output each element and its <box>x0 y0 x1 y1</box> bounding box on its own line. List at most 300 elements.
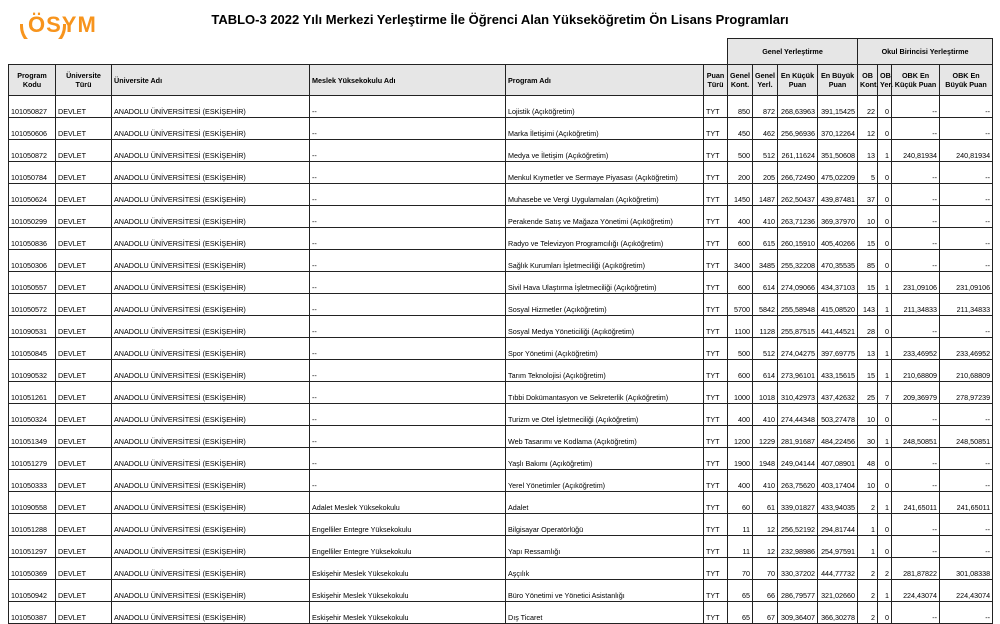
cell-ob-quota: 2 <box>858 492 878 514</box>
cell-ob-placed: 0 <box>878 250 892 272</box>
cell-vocational-school-name: -- <box>310 360 506 382</box>
cell-program-name: Büro Yönetimi ve Yönetici Asistanlığı <box>506 580 704 602</box>
cell-general-quota: 500 <box>728 338 753 360</box>
cell-university-type: DEVLET <box>56 338 112 360</box>
cell-vocational-school-name: -- <box>310 316 506 338</box>
cell-program-name: Dış Ticaret <box>506 602 704 624</box>
cell-score-type: TYT <box>704 250 728 272</box>
cell-program-code: 101051288 <box>9 514 56 536</box>
cell-max-score: 444,77732 <box>818 558 858 580</box>
cell-ob-quota: 48 <box>858 448 878 470</box>
cell-max-score: 391,15425 <box>818 96 858 118</box>
table-row <box>9 536 993 558</box>
cell-program-name: Lojistik (Açıköğretim) <box>506 96 704 118</box>
cell-max-score: 439,87481 <box>818 184 858 206</box>
cell-university-type: DEVLET <box>56 580 112 602</box>
cell-university-name: ANADOLU ÜNİVERSİTESİ (ESKİŞEHİR) <box>112 382 310 404</box>
cell-university-type: DEVLET <box>56 514 112 536</box>
table-row <box>9 294 993 316</box>
table-row <box>9 316 993 338</box>
cell-obk-max-score: 240,81934 <box>940 140 993 162</box>
cell-university-type: DEVLET <box>56 404 112 426</box>
cell-ob-quota: 1 <box>858 514 878 536</box>
cell-program-name: Sosyal Medya Yöneticiliği (Açıköğretim) <box>506 316 704 338</box>
cell-max-score: 415,08520 <box>818 294 858 316</box>
cell-program-code: 101051261 <box>9 382 56 404</box>
cell-ob-placed: 1 <box>878 580 892 602</box>
cell-university-type: DEVLET <box>56 382 112 404</box>
cell-general-quota: 450 <box>728 118 753 140</box>
cell-min-score: 281,91687 <box>778 426 818 448</box>
cell-general-quota: 5700 <box>728 294 753 316</box>
cell-university-name: ANADOLU ÜNİVERSİTESİ (ESKİŞEHİR) <box>112 140 310 162</box>
cell-vocational-school-name: -- <box>310 470 506 492</box>
cell-score-type: TYT <box>704 96 728 118</box>
cell-score-type: TYT <box>704 316 728 338</box>
cell-university-type: DEVLET <box>56 140 112 162</box>
cell-vocational-school-name: Engelliler Entegre Yüksekokulu <box>310 536 506 558</box>
cell-ob-placed: 0 <box>878 96 892 118</box>
cell-score-type: TYT <box>704 602 728 624</box>
cell-min-score: 256,52192 <box>778 514 818 536</box>
cell-general-placed: 1128 <box>753 316 778 338</box>
cell-max-score: 370,12264 <box>818 118 858 140</box>
cell-ob-quota: 22 <box>858 96 878 118</box>
cell-general-quota: 400 <box>728 206 753 228</box>
cell-program-code: 101050624 <box>9 184 56 206</box>
cell-ob-quota: 2 <box>858 580 878 602</box>
table-row <box>9 514 993 536</box>
cell-obk-min-score: 241,65011 <box>892 492 940 514</box>
cell-program-name: Spor Yönetimi (Açıköğretim) <box>506 338 704 360</box>
table-row <box>9 404 993 426</box>
cell-min-score: 255,87515 <box>778 316 818 338</box>
cell-university-type: DEVLET <box>56 470 112 492</box>
cell-obk-min-score: -- <box>892 470 940 492</box>
cell-score-type: TYT <box>704 426 728 448</box>
cell-score-type: TYT <box>704 448 728 470</box>
column-header-min-score: En Küçük Puan <box>778 65 818 96</box>
cell-general-placed: 614 <box>753 360 778 382</box>
column-header-university-type: Üniversite Türü <box>56 65 112 96</box>
cell-vocational-school-name: -- <box>310 382 506 404</box>
cell-ob-placed: 0 <box>878 206 892 228</box>
cell-general-quota: 11 <box>728 514 753 536</box>
cell-university-name: ANADOLU ÜNİVERSİTESİ (ESKİŞEHİR) <box>112 426 310 448</box>
column-header-general-quota: Genel Kont. <box>728 65 753 96</box>
cell-general-quota: 600 <box>728 228 753 250</box>
cell-ob-quota: 12 <box>858 118 878 140</box>
cell-university-name: ANADOLU ÜNİVERSİTESİ (ESKİŞEHİR) <box>112 536 310 558</box>
cell-obk-max-score: 233,46952 <box>940 338 993 360</box>
cell-program-name: Bilgisayar Operatörlüğü <box>506 514 704 536</box>
cell-min-score: 330,37202 <box>778 558 818 580</box>
cell-ob-placed: 2 <box>878 558 892 580</box>
cell-max-score: 441,44521 <box>818 316 858 338</box>
cell-vocational-school-name: Engelliler Entegre Yüksekokulu <box>310 514 506 536</box>
cell-obk-min-score: -- <box>892 404 940 426</box>
cell-obk-max-score: -- <box>940 206 993 228</box>
cell-obk-max-score: 224,43074 <box>940 580 993 602</box>
cell-max-score: 434,37103 <box>818 272 858 294</box>
cell-program-code: 101050299 <box>9 206 56 228</box>
cell-general-quota: 1100 <box>728 316 753 338</box>
cell-program-name: Perakende Satış ve Mağaza Yönetimi (Açıköğretim) <box>506 206 704 228</box>
cell-vocational-school-name: Adalet Meslek Yüksekokulu <box>310 492 506 514</box>
cell-program-name: Menkul Kıymetler ve Sermaye Piyasası (Açıköğretim) <box>506 162 704 184</box>
cell-university-type: DEVLET <box>56 162 112 184</box>
cell-ob-quota: 1 <box>858 536 878 558</box>
cell-university-name: ANADOLU ÜNİVERSİTESİ (ESKİŞEHİR) <box>112 404 310 426</box>
cell-general-placed: 410 <box>753 404 778 426</box>
column-header-ob-placed: OB Yer. <box>878 65 892 96</box>
group-header-genel: Genel Yerleştirme <box>728 39 858 65</box>
column-header-program-code: Program Kodu <box>9 65 56 96</box>
cell-score-type: TYT <box>704 514 728 536</box>
cell-program-code: 101090531 <box>9 316 56 338</box>
cell-ob-quota: 10 <box>858 206 878 228</box>
cell-max-score: 369,37970 <box>818 206 858 228</box>
cell-score-type: TYT <box>704 206 728 228</box>
cell-vocational-school-name: -- <box>310 206 506 228</box>
table-row <box>9 382 993 404</box>
logo-text: ÖSYM <box>28 12 97 37</box>
cell-min-score: 274,04275 <box>778 338 818 360</box>
cell-general-quota: 850 <box>728 96 753 118</box>
table-row <box>9 140 993 162</box>
cell-university-name: ANADOLU ÜNİVERSİTESİ (ESKİŞEHİR) <box>112 470 310 492</box>
cell-university-name: ANADOLU ÜNİVERSİTESİ (ESKİŞEHİR) <box>112 206 310 228</box>
cell-min-score: 266,72490 <box>778 162 818 184</box>
cell-university-type: DEVLET <box>56 294 112 316</box>
cell-university-name: ANADOLU ÜNİVERSİTESİ (ESKİŞEHİR) <box>112 558 310 580</box>
cell-ob-quota: 30 <box>858 426 878 448</box>
table-row <box>9 162 993 184</box>
cell-max-score: 433,15615 <box>818 360 858 382</box>
cell-general-placed: 70 <box>753 558 778 580</box>
cell-ob-placed: 1 <box>878 294 892 316</box>
cell-vocational-school-name: Eskişehir Meslek Yüksekokulu <box>310 580 506 602</box>
cell-score-type: TYT <box>704 294 728 316</box>
cell-obk-min-score: 240,81934 <box>892 140 940 162</box>
cell-score-type: TYT <box>704 492 728 514</box>
cell-ob-quota: 143 <box>858 294 878 316</box>
cell-obk-min-score: 224,43074 <box>892 580 940 602</box>
column-header-ob-quota: OB Kont. <box>858 65 878 96</box>
table-row <box>9 118 993 140</box>
cell-obk-min-score: -- <box>892 448 940 470</box>
cell-general-quota: 60 <box>728 492 753 514</box>
cell-general-placed: 61 <box>753 492 778 514</box>
cell-min-score: 256,96936 <box>778 118 818 140</box>
cell-min-score: 261,11624 <box>778 140 818 162</box>
cell-university-type: DEVLET <box>56 184 112 206</box>
cell-university-type: DEVLET <box>56 228 112 250</box>
cell-university-name: ANADOLU ÜNİVERSİTESİ (ESKİŞEHİR) <box>112 184 310 206</box>
cell-university-type: DEVLET <box>56 558 112 580</box>
cell-ob-placed: 0 <box>878 118 892 140</box>
cell-ob-quota: 10 <box>858 404 878 426</box>
cell-obk-max-score: -- <box>940 228 993 250</box>
cell-max-score: 294,81744 <box>818 514 858 536</box>
cell-general-placed: 614 <box>753 272 778 294</box>
cell-program-name: Aşçılık <box>506 558 704 580</box>
cell-obk-min-score: -- <box>892 96 940 118</box>
cell-general-quota: 11 <box>728 536 753 558</box>
cell-ob-placed: 0 <box>878 448 892 470</box>
cell-program-code: 101051297 <box>9 536 56 558</box>
column-header-row <box>9 65 993 96</box>
cell-obk-max-score: -- <box>940 536 993 558</box>
cell-university-name: ANADOLU ÜNİVERSİTESİ (ESKİŞEHİR) <box>112 448 310 470</box>
cell-program-code: 101050333 <box>9 470 56 492</box>
table-row <box>9 558 993 580</box>
cell-university-type: DEVLET <box>56 118 112 140</box>
cell-obk-max-score: -- <box>940 514 993 536</box>
cell-max-score: 503,27478 <box>818 404 858 426</box>
cell-program-name: Yapı Ressamlığı <box>506 536 704 558</box>
cell-program-code: 101050827 <box>9 96 56 118</box>
cell-general-quota: 1450 <box>728 184 753 206</box>
group-header-okul: Okul Birincisi Yerleştirme <box>858 39 993 65</box>
table-row <box>9 602 993 624</box>
table-row <box>9 250 993 272</box>
cell-vocational-school-name: -- <box>310 184 506 206</box>
cell-program-code: 101050572 <box>9 294 56 316</box>
cell-score-type: TYT <box>704 162 728 184</box>
table-row <box>9 470 993 492</box>
cell-obk-max-score: -- <box>940 316 993 338</box>
cell-min-score: 262,50437 <box>778 184 818 206</box>
cell-general-quota: 1000 <box>728 382 753 404</box>
cell-ob-quota: 2 <box>858 602 878 624</box>
cell-max-score: 405,40266 <box>818 228 858 250</box>
cell-vocational-school-name: -- <box>310 96 506 118</box>
cell-program-name: Tarım Teknolojisi (Açıköğretim) <box>506 360 704 382</box>
cell-obk-max-score: 211,34833 <box>940 294 993 316</box>
cell-max-score: 470,35535 <box>818 250 858 272</box>
cell-general-quota: 600 <box>728 272 753 294</box>
cell-ob-placed: 1 <box>878 338 892 360</box>
column-header-obk-max-score: OBK En Büyük Puan <box>940 65 993 96</box>
cell-ob-placed: 0 <box>878 536 892 558</box>
cell-general-placed: 615 <box>753 228 778 250</box>
cell-min-score: 274,44348 <box>778 404 818 426</box>
cell-general-quota: 65 <box>728 602 753 624</box>
cell-general-quota: 3400 <box>728 250 753 272</box>
cell-vocational-school-name: -- <box>310 426 506 448</box>
cell-vocational-school-name: Eskişehir Meslek Yüksekokulu <box>310 558 506 580</box>
table-row <box>9 580 993 602</box>
cell-min-score: 268,63963 <box>778 96 818 118</box>
cell-university-type: DEVLET <box>56 250 112 272</box>
column-header-vocational-school-name: Meslek Yüksekokulu Adı <box>310 65 506 96</box>
cell-university-type: DEVLET <box>56 316 112 338</box>
cell-max-score: 437,42632 <box>818 382 858 404</box>
table-row <box>9 338 993 360</box>
cell-obk-max-score: -- <box>940 162 993 184</box>
cell-vocational-school-name: -- <box>310 404 506 426</box>
cell-ob-placed: 0 <box>878 228 892 250</box>
cell-university-name: ANADOLU ÜNİVERSİTESİ (ESKİŞEHİR) <box>112 360 310 382</box>
cell-max-score: 254,97591 <box>818 536 858 558</box>
cell-program-code: 101050942 <box>9 580 56 602</box>
column-header-score-type: Puan Türü <box>704 65 728 96</box>
cell-obk-min-score: -- <box>892 514 940 536</box>
cell-ob-placed: 1 <box>878 140 892 162</box>
cell-obk-max-score: -- <box>940 404 993 426</box>
cell-obk-min-score: 211,34833 <box>892 294 940 316</box>
cell-general-placed: 1487 <box>753 184 778 206</box>
cell-ob-placed: 0 <box>878 404 892 426</box>
cell-max-score: 351,50608 <box>818 140 858 162</box>
cell-university-name: ANADOLU ÜNİVERSİTESİ (ESKİŞEHİR) <box>112 294 310 316</box>
cell-program-name: Adalet <box>506 492 704 514</box>
cell-ob-placed: 0 <box>878 184 892 206</box>
cell-vocational-school-name: -- <box>310 250 506 272</box>
column-header-program-name: Program Adı <box>506 65 704 96</box>
cell-ob-quota: 2 <box>858 558 878 580</box>
cell-obk-min-score: 281,87822 <box>892 558 940 580</box>
cell-program-code: 101050845 <box>9 338 56 360</box>
cell-obk-max-score: -- <box>940 184 993 206</box>
cell-general-placed: 1018 <box>753 382 778 404</box>
cell-obk-min-score: -- <box>892 228 940 250</box>
cell-max-score: 366,30278 <box>818 602 858 624</box>
cell-program-name: Muhasebe ve Vergi Uygulamaları (Açıköğretim) <box>506 184 704 206</box>
cell-min-score: 260,15910 <box>778 228 818 250</box>
cell-score-type: TYT <box>704 470 728 492</box>
cell-min-score: 274,09066 <box>778 272 818 294</box>
cell-max-score: 321,02660 <box>818 580 858 602</box>
cell-university-name: ANADOLU ÜNİVERSİTESİ (ESKİŞEHİR) <box>112 514 310 536</box>
cell-general-placed: 66 <box>753 580 778 602</box>
cell-min-score: 273,96101 <box>778 360 818 382</box>
cell-university-type: DEVLET <box>56 602 112 624</box>
cell-obk-min-score: 209,36979 <box>892 382 940 404</box>
cell-ob-quota: 25 <box>858 382 878 404</box>
table-row <box>9 492 993 514</box>
cell-program-code: 101050606 <box>9 118 56 140</box>
cell-university-name: ANADOLU ÜNİVERSİTESİ (ESKİŞEHİR) <box>112 492 310 514</box>
cell-general-quota: 600 <box>728 360 753 382</box>
cell-ob-quota: 37 <box>858 184 878 206</box>
cell-program-code: 101050784 <box>9 162 56 184</box>
cell-ob-quota: 15 <box>858 360 878 382</box>
table-row <box>9 360 993 382</box>
cell-vocational-school-name: -- <box>310 448 506 470</box>
cell-max-score: 433,94035 <box>818 492 858 514</box>
cell-university-type: DEVLET <box>56 448 112 470</box>
cell-program-name: Turizm ve Otel İşletmeciliği (Açıköğretim) <box>506 404 704 426</box>
cell-ob-quota: 28 <box>858 316 878 338</box>
cell-max-score: 484,22456 <box>818 426 858 448</box>
cell-vocational-school-name: -- <box>310 140 506 162</box>
cell-general-placed: 512 <box>753 140 778 162</box>
cell-vocational-school-name: -- <box>310 228 506 250</box>
column-header-general-placed: Genel Yerl. <box>753 65 778 96</box>
cell-score-type: TYT <box>704 536 728 558</box>
cell-general-quota: 400 <box>728 404 753 426</box>
cell-general-placed: 3485 <box>753 250 778 272</box>
cell-general-placed: 67 <box>753 602 778 624</box>
cell-score-type: TYT <box>704 272 728 294</box>
cell-general-placed: 12 <box>753 514 778 536</box>
cell-obk-min-score: -- <box>892 206 940 228</box>
cell-program-name: Tıbbi Dokümantasyon ve Sekreterlik (Açıköğretim) <box>506 382 704 404</box>
cell-ob-placed: 0 <box>878 470 892 492</box>
cell-university-name: ANADOLU ÜNİVERSİTESİ (ESKİŞEHİR) <box>112 580 310 602</box>
cell-min-score: 286,79577 <box>778 580 818 602</box>
cell-university-type: DEVLET <box>56 492 112 514</box>
table-body <box>9 96 993 624</box>
cell-obk-min-score: -- <box>892 250 940 272</box>
cell-obk-max-score: 278,97239 <box>940 382 993 404</box>
cell-ob-placed: 1 <box>878 360 892 382</box>
cell-program-name: Web Tasarımı ve Kodlama (Açıköğretim) <box>506 426 704 448</box>
cell-program-code: 101050324 <box>9 404 56 426</box>
cell-obk-min-score: -- <box>892 184 940 206</box>
cell-obk-min-score: -- <box>892 118 940 140</box>
group-header-row <box>9 39 993 65</box>
table-row <box>9 426 993 448</box>
cell-obk-max-score: 231,09106 <box>940 272 993 294</box>
group-header-spacer <box>9 39 728 65</box>
cell-university-name: ANADOLU ÜNİVERSİTESİ (ESKİŞEHİR) <box>112 96 310 118</box>
cell-score-type: TYT <box>704 360 728 382</box>
cell-general-placed: 410 <box>753 470 778 492</box>
cell-general-placed: 1229 <box>753 426 778 448</box>
cell-ob-placed: 1 <box>878 272 892 294</box>
cell-ob-quota: 13 <box>858 140 878 162</box>
cell-university-name: ANADOLU ÜNİVERSİTESİ (ESKİŞEHİR) <box>112 316 310 338</box>
cell-university-type: DEVLET <box>56 96 112 118</box>
cell-university-name: ANADOLU ÜNİVERSİTESİ (ESKİŞEHİR) <box>112 602 310 624</box>
cell-obk-max-score: 301,08338 <box>940 558 993 580</box>
cell-ob-placed: 0 <box>878 514 892 536</box>
cell-obk-max-score: -- <box>940 602 993 624</box>
cell-obk-max-score: -- <box>940 250 993 272</box>
column-header-max-score: En Büyük Puan <box>818 65 858 96</box>
cell-min-score: 309,36407 <box>778 602 818 624</box>
cell-general-placed: 512 <box>753 338 778 360</box>
cell-program-code: 101050557 <box>9 272 56 294</box>
cell-ob-placed: 0 <box>878 162 892 184</box>
cell-obk-min-score: -- <box>892 536 940 558</box>
cell-vocational-school-name: -- <box>310 272 506 294</box>
cell-obk-max-score: -- <box>940 470 993 492</box>
cell-general-placed: 5842 <box>753 294 778 316</box>
column-header-obk-min-score: OBK En Küçük Puan <box>892 65 940 96</box>
table-row <box>9 206 993 228</box>
cell-program-name: Radyo ve Televizyon Programcılığı (Açıköğretim) <box>506 228 704 250</box>
cell-program-name: Yerel Yönetimler (Açıköğretim) <box>506 470 704 492</box>
cell-general-quota: 1900 <box>728 448 753 470</box>
table-row <box>9 228 993 250</box>
cell-program-code: 101051349 <box>9 426 56 448</box>
cell-ob-placed: 1 <box>878 492 892 514</box>
cell-vocational-school-name: -- <box>310 294 506 316</box>
cell-university-name: ANADOLU ÜNİVERSİTESİ (ESKİŞEHİR) <box>112 338 310 360</box>
cell-score-type: TYT <box>704 580 728 602</box>
cell-program-name: Sağlık Kurumları İşletmeciliği (Açıköğretim) <box>506 250 704 272</box>
cell-obk-min-score: 210,68809 <box>892 360 940 382</box>
cell-score-type: TYT <box>704 382 728 404</box>
cell-general-quota: 65 <box>728 580 753 602</box>
cell-obk-max-score: -- <box>940 118 993 140</box>
cell-min-score: 232,98986 <box>778 536 818 558</box>
cell-ob-quota: 10 <box>858 470 878 492</box>
